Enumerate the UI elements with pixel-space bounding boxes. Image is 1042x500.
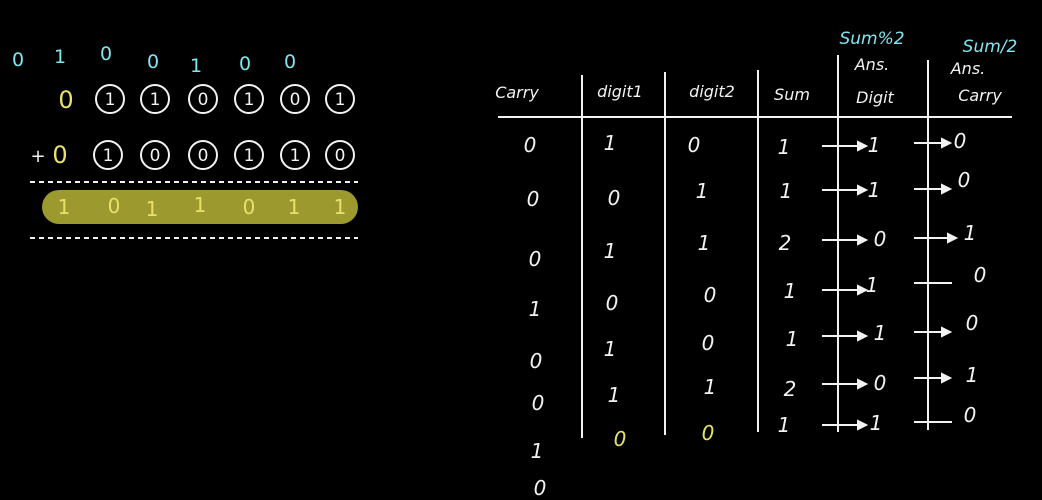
cell-extra-carry: 0 [533, 476, 547, 500]
cell-ans-carry: 0 [973, 263, 987, 287]
arrow-row [914, 374, 950, 382]
cell-digit2: 0 [701, 331, 715, 355]
cell-ans-carry: 1 [963, 221, 977, 245]
cell-sum: 1 [777, 413, 791, 437]
sum-div-annotation: Sum/2 [962, 37, 1018, 57]
cell-sum: 1 [785, 327, 799, 351]
cell-digit1: 0 [605, 291, 619, 315]
cell-digit2: 0 [687, 133, 701, 157]
cell-carry: 0 [523, 133, 537, 157]
result-bit: 1 [287, 195, 301, 219]
table-arrows [822, 139, 956, 429]
carry-digit: 1 [53, 46, 67, 68]
operand-1-bit: 1 [149, 90, 161, 110]
carry-digit: 0 [11, 49, 25, 71]
cell-carry: 1 [530, 439, 544, 463]
cell-carry: 0 [528, 247, 542, 271]
arrow-row [822, 142, 866, 150]
cell-sum: 1 [777, 135, 791, 159]
arrow-row [822, 421, 866, 429]
cell-digit1: 1 [603, 131, 617, 155]
cell-ans-digit: 0 [873, 371, 887, 395]
carry-row [12, 43, 296, 77]
cell-sum: 2 [783, 377, 797, 401]
result-bit: 1 [57, 195, 71, 219]
operand-1-carry-in: 0 [58, 86, 74, 114]
operand-1-bit: 1 [104, 90, 116, 110]
result-bit: 0 [107, 194, 121, 218]
arrow-row [914, 234, 956, 242]
binary-addition-working [12, 43, 358, 238]
cell-ans-digit: 1 [873, 321, 887, 345]
cell-digit1: 1 [603, 337, 617, 361]
operand-2-bit: 0 [334, 146, 346, 166]
cell-carry: 0 [531, 391, 545, 415]
cell-digit1: 0 [613, 427, 627, 451]
carry-digit: 0 [146, 51, 160, 73]
cell-sum: 1 [779, 179, 793, 203]
arrow-row [914, 328, 950, 336]
cell-carry: 0 [526, 187, 540, 211]
arrow-row [822, 236, 866, 244]
operand-1-bit: 0 [197, 90, 209, 110]
sum-mod-annotation: Sum%2 [839, 29, 905, 49]
header-ans-digit-line2: Digit [856, 88, 894, 107]
operand-2-carry-in: 0 [52, 141, 68, 169]
operand-2-bit: 1 [243, 146, 255, 166]
header-carry: Carry [495, 83, 539, 102]
plus-sign: + [30, 146, 46, 167]
cell-carry: 1 [528, 297, 542, 321]
cell-digit2: 0 [703, 283, 717, 307]
cell-ans-digit: 1 [865, 273, 879, 297]
header-digit2: digit2 [689, 82, 735, 101]
table-grid [498, 55, 1012, 438]
result-bit: 1 [193, 193, 207, 217]
cell-ans-carry: 0 [953, 129, 967, 153]
addition-table [495, 29, 1017, 500]
result-bit: 0 [242, 195, 256, 219]
arrow-row [822, 380, 866, 388]
cell-ans-digit: 1 [867, 133, 881, 157]
cell-ans-digit: 0 [873, 227, 887, 251]
header-sum: Sum [774, 85, 810, 104]
operand-2-bit: 0 [149, 146, 161, 166]
operand-2-bit: 1 [102, 146, 114, 166]
cell-ans-digit: 1 [869, 411, 883, 435]
carry-digit: 0 [283, 51, 297, 73]
cell-digit1: 1 [603, 239, 617, 263]
arrow-row [822, 186, 866, 194]
cell-digit2: 0 [701, 421, 715, 445]
cell-ans-carry: 0 [957, 168, 971, 192]
operand-1-bit: 1 [334, 90, 346, 110]
operand-1-row [58, 85, 354, 114]
cell-digit1: 1 [607, 383, 621, 407]
arrow-row [914, 139, 950, 147]
operand-2-bit: 1 [289, 146, 301, 166]
result-bit: 1 [145, 197, 159, 221]
cell-ans-carry: 0 [963, 403, 977, 427]
carry-digit: 0 [99, 43, 113, 65]
header-ans-digit-line1: Ans. [854, 55, 890, 74]
table-body [524, 129, 987, 500]
header-ans-carry-line2: Carry [958, 86, 1002, 105]
cell-digit2: 1 [695, 179, 709, 203]
carry-digit: 1 [189, 55, 203, 77]
cell-sum: 2 [778, 231, 792, 255]
cell-sum: 1 [783, 279, 797, 303]
arrow-row [822, 332, 866, 340]
cell-ans-digit: 1 [867, 178, 881, 202]
arrow-row [914, 185, 950, 193]
result-bit: 1 [333, 195, 347, 219]
carry-digit: 0 [238, 53, 252, 75]
header-ans-carry-line1: Ans. [950, 59, 986, 78]
cell-digit2: 1 [697, 231, 711, 255]
operand-1-bit: 0 [289, 90, 301, 110]
operand-1-bit: 1 [243, 90, 255, 110]
cell-digit2: 1 [703, 375, 717, 399]
table-header [495, 55, 1002, 107]
cell-digit1: 0 [607, 186, 621, 210]
header-digit1: digit1 [597, 82, 643, 101]
arrow-row [822, 286, 866, 294]
operand-2-row [30, 141, 354, 169]
cell-ans-carry: 1 [965, 363, 979, 387]
cell-ans-carry: 0 [965, 311, 979, 335]
operand-2-bit: 0 [197, 146, 209, 166]
cell-carry: 0 [529, 349, 543, 373]
